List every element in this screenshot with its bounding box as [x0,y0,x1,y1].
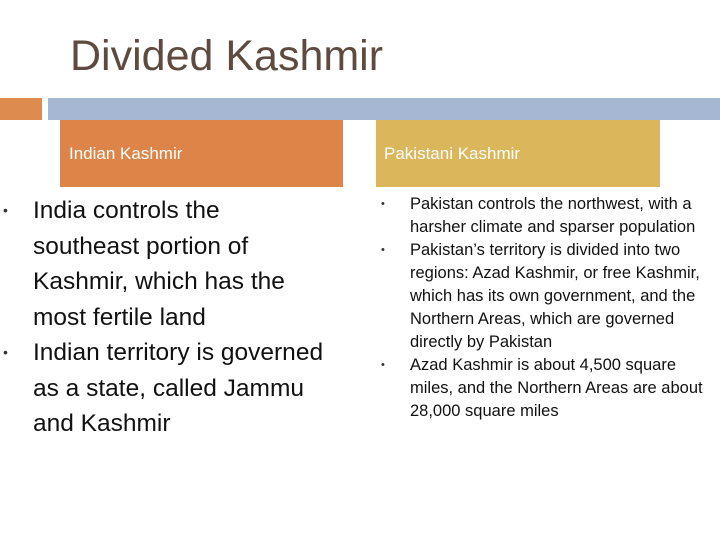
bullet-icon: • [3,202,8,218]
list-item [0,335,330,442]
bullet-icon: • [381,359,385,371]
pakistani-kashmir-header-label: Pakistani Kashmir [384,143,521,163]
indian-kashmir-header [60,120,343,187]
pakistani-kashmir-header [376,120,660,187]
list-item [0,193,330,335]
bullet-icon: • [3,344,8,360]
bullet-text: Azad Kashmir is about 4,500 square miles, and the Northern Areas are about 28,000 square miles [410,356,703,420]
bullet-text: Pakistan’s territory is divided into two regions: Azad Kashmir, or free Kashmir, which has its own government, and the Northern Areas, which are governed directly by Pakistan [410,241,700,351]
bullet-text: Indian territory is governed as a state, called Jammu and Kashmir [33,339,324,437]
list-item [376,193,706,239]
indian-kashmir-bullet-list [0,193,330,442]
bullet-text: India controls the southeast portion of Kashmir, which has the most fertile land [33,197,285,331]
slide-title: Divided Kashmir [70,32,384,80]
bullet-icon: • [381,244,385,256]
bullet-icon: • [381,198,385,210]
pakistani-kashmir-bullet-list [376,193,706,423]
list-item [376,239,706,354]
accent-bar-orange [0,98,42,120]
accent-bar-blue [48,98,720,120]
indian-kashmir-header-label: Indian Kashmir [69,143,183,163]
bullet-text: Pakistan controls the northwest, with a harsher climate and sparser population [410,195,696,236]
list-item [376,354,706,423]
